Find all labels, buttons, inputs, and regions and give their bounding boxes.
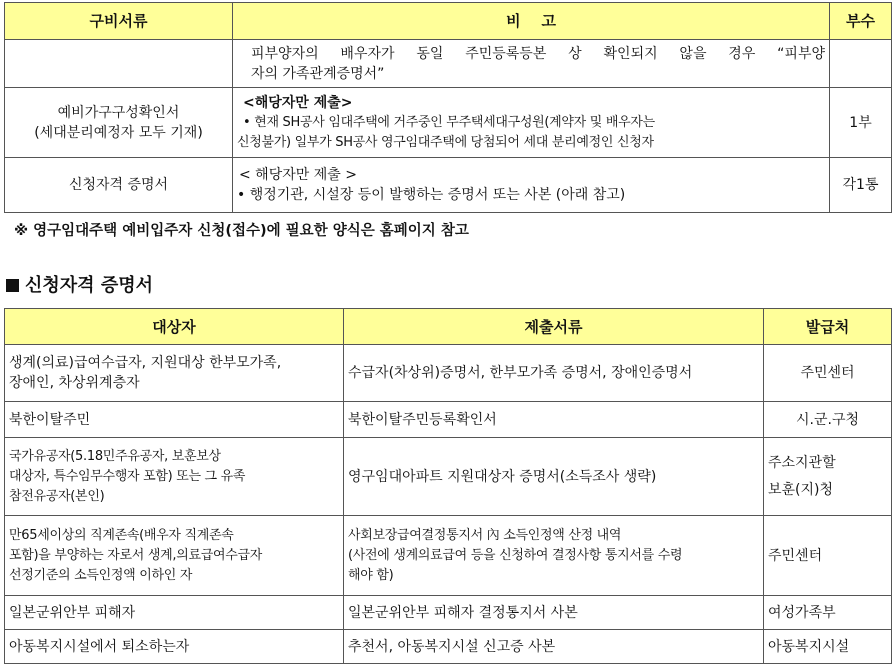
- docs-line: 추천서, 아동복지시설 신고증 사본: [348, 638, 556, 655]
- docs-cell: [344, 516, 764, 596]
- docs-cell: [344, 402, 764, 438]
- remarks-line: 신청불가) 일부가 SH공사 영구임대주택에 당첨되어 세대 분리예정인 신청자: [237, 134, 654, 150]
- remarks-cell: [233, 88, 830, 158]
- table-row: [5, 40, 892, 88]
- docs-cell: [344, 438, 764, 516]
- docs-cell: [344, 345, 764, 402]
- doc-line: 예비가구구성확인서: [57, 104, 180, 121]
- remarks-cell: [233, 40, 830, 88]
- doc-cell: 신청자격 증명서: [5, 158, 233, 213]
- docs-line: 사회보장급여결정통지서 內 소득인정액 산정 내역: [348, 527, 622, 543]
- remarks-heading: < 해당자만 제출 >: [239, 167, 357, 183]
- table-row: [5, 516, 892, 596]
- target-cell: [5, 438, 344, 516]
- copies-cell: [830, 40, 892, 88]
- docs-cell: [344, 630, 764, 664]
- issuer-line: 여성가족부: [768, 604, 836, 621]
- docs-cell: [344, 596, 764, 630]
- docs-line: 일본군위안부 피해자 결정통지서 사본: [348, 604, 578, 621]
- issuer-line: 주소지관할: [768, 454, 836, 471]
- target-cell: [5, 345, 344, 402]
- doc-cell: [5, 88, 233, 158]
- header-remarks: 비 고: [233, 3, 830, 40]
- copies-cell: 각1통: [830, 158, 892, 213]
- header-target: 대상자: [5, 309, 344, 345]
- issuer-cell: [764, 438, 892, 516]
- doc-cell: [5, 40, 233, 88]
- docs-line: (사전에 생계의료급여 등을 신청하여 결정사항 통지서를 수령: [348, 547, 683, 563]
- table-row: [5, 402, 892, 438]
- table-row: [5, 88, 892, 158]
- header-docs: 구비서류: [5, 3, 233, 40]
- target-line: 참전유공자(본인): [9, 488, 105, 504]
- header-issuer: 발급처: [764, 309, 892, 345]
- table-row: [5, 596, 892, 630]
- remarks-line: • 현재 SH공사 임대주택에 거주중인 무주택세대구성원(계약자 및 배우자는: [243, 114, 655, 130]
- eligibility-certificates-table: [4, 308, 892, 664]
- section-heading: [6, 271, 153, 297]
- required-documents-table: [4, 2, 892, 213]
- target-cell: [5, 596, 344, 630]
- docs-line: 영구임대아파트 지원대상자 증명서(소득조사 생략): [348, 468, 657, 485]
- doc-line: (세대분리예정자 모두 기재): [34, 124, 203, 141]
- target-line: 대상자, 특수임무수행자 포함) 또는 그 유족: [9, 468, 246, 484]
- docs-line: 북한이탈주민등록확인서: [348, 411, 497, 428]
- remarks-heading: <해당자만 제출>: [243, 94, 353, 111]
- issuer-line: 보훈(지)청: [768, 481, 834, 498]
- section-title: 신청자격 증명서: [25, 275, 153, 296]
- remarks-cell: [233, 158, 830, 213]
- issuer-cell: [764, 345, 892, 402]
- header-copies: 부수: [830, 3, 892, 40]
- copies-cell: 1부: [830, 88, 892, 158]
- target-cell: [5, 516, 344, 596]
- issuer-cell: [764, 516, 892, 596]
- remarks-line: 피부양자의 배우자가 동일 주민등록등본 상 확인되지 않을 경우 “피부양: [251, 45, 825, 62]
- target-line: 만65세이상의 직계존속(배우자 직계존속: [9, 527, 234, 543]
- target-line: 국가유공자(5.18민주유공자, 보훈보상: [9, 448, 221, 464]
- docs-line: 수급자(차상위)증명서, 한부모가족 증명서, 장애인증명서: [348, 365, 693, 381]
- header-docs: 제출서류: [344, 309, 764, 345]
- docs-line: 해야 함): [348, 567, 394, 583]
- target-line: 생계(의료)급여수급자, 지원대상 한부모가족,: [9, 355, 282, 371]
- table-row: [5, 630, 892, 664]
- remarks-line: 자의 가족관계증명서”: [251, 65, 385, 82]
- target-line: 포함)을 부양하는 자로서 생계,의료급여수급자: [9, 547, 263, 563]
- target-line: 북한이탈주민: [9, 411, 91, 428]
- target-cell: [5, 402, 344, 438]
- target-line: 일본군위안부 피해자: [9, 604, 136, 621]
- remarks-line: • 행정기관, 시설장 등이 발행하는 증명서 또는 사본 (아래 참고): [237, 187, 626, 203]
- table-row: [5, 438, 892, 516]
- target-line: 장애인, 차상위계층자: [9, 375, 140, 391]
- issuer-cell: [764, 402, 892, 438]
- table-row: [5, 345, 892, 402]
- issuer-cell: [764, 630, 892, 664]
- issuer-line: 시.군.구청: [796, 411, 859, 428]
- target-line: 아동복지시설에서 퇴소하는자: [9, 638, 190, 655]
- forms-note: ※ 영구임대주택 예비입주자 신청(접수)에 필요한 양식은 홈페이지 참고: [14, 223, 469, 239]
- issuer-line: 주민센터: [800, 365, 855, 381]
- target-cell: [5, 630, 344, 664]
- issuer-line: 아동복지시설: [768, 638, 850, 655]
- target-line: 선정기준의 소득인정액 이하인 자: [9, 567, 193, 583]
- issuer-line: 주민센터: [768, 547, 823, 564]
- issuer-cell: [764, 596, 892, 630]
- square-bullet-icon: [6, 279, 19, 292]
- table-row: [5, 158, 892, 213]
